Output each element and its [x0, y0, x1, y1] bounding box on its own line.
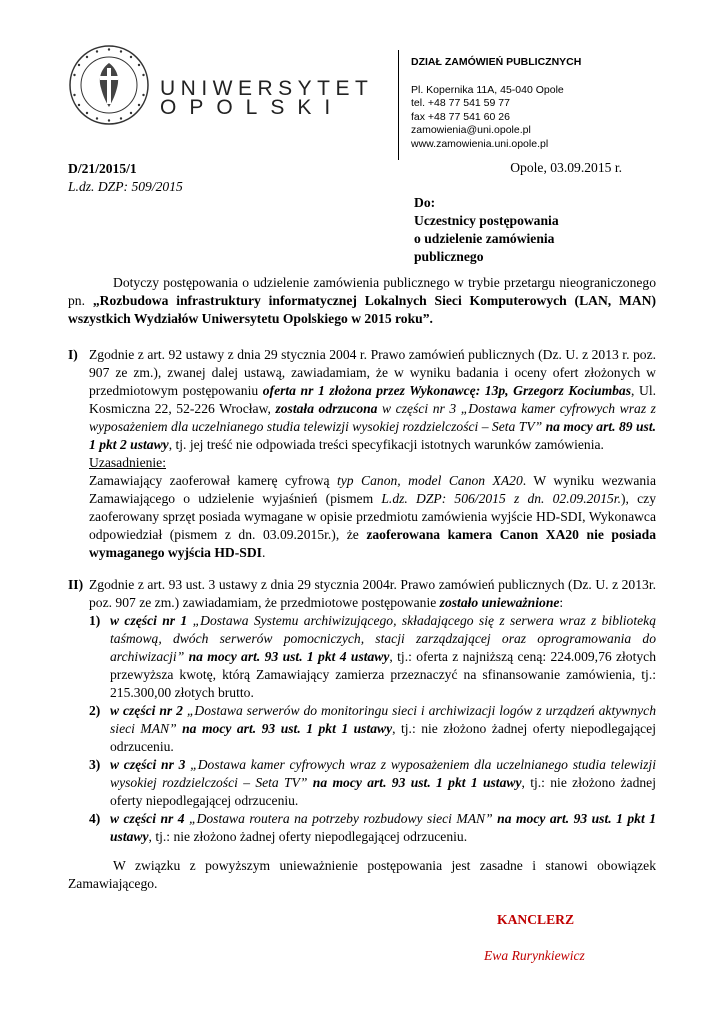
university-seal-logo — [68, 44, 150, 126]
ldz-number: L.dz. DZP: 509/2015 — [68, 179, 183, 194]
reference-number: D/21/2015/1 — [68, 161, 137, 176]
list-item: 1) w części nr 1 „Dostawa Systemu archiwizującego, składającego się z serwera wraz z biblioteką taśmową, dwóch serwerów pomocniczych, stacji zarządzającej oraz oprogramowania do archiwizacji” na mocy art. 93 ust. 1 pkt 4 ustawy, tj.: oferta z najniższą ceną: 224.009,76 złotych przewyższa kwotę, którą Zamawiający zamierza przeznaczyć na sfinansowanie zamówienia, tj.: 215.300,00 złotych brutto. — [89, 613, 657, 700]
justification-label: Uzasadnienie: — [89, 455, 166, 470]
closing-paragraph: W związku z powyższym unieważnienie postępowania jest zasadne i stanowi obowiązek Zamawiającego. — [68, 858, 656, 891]
list-item: 2) w części nr 2 „Dostawa serwerów do monitoringu sieci i archiwizacji logów z urządzeń aktywnych sieci MAN” na mocy art. 93 ust. 1 pkt 1 ustawy, tj.: nie złożono żadnej oferty niepodlegającej odrzuceniu. — [89, 703, 656, 754]
website-link[interactable]: www.zamowienia.uni.opole.pl — [411, 137, 549, 150]
logo-wordmark-line2: OPOLSKI — [160, 96, 344, 119]
logo-wordmark-line1: UNIWERSYTET — [160, 77, 374, 100]
department-name: DZIAŁ ZAMÓWIEŃ PUBLICZNYCH — [411, 56, 582, 68]
phone: tel. +48 77 541 59 77 — [411, 97, 510, 110]
recipient-block — [414, 194, 559, 266]
recipient-to: Do: — [414, 195, 436, 210]
recipient-line3: publicznego — [414, 249, 484, 264]
reference-block — [68, 160, 183, 196]
list-item: 4) w części nr 4 „Dostawa routera na potrzeby rozbudowy sieci MAN” na mocy art. 93 ust. 1 pkt 1 ustawy, tj.: nie złożono żadnej oferty niepodlegającej odrzuceniu. — [89, 811, 656, 844]
header-divider — [398, 50, 399, 160]
recipient-line1: Uczestnicy postępowania — [414, 213, 559, 228]
section-2: II) Zgodnie z art. 93 ust. 3 ustawy z dnia 29 stycznia 2004r. Prawo zamówień publicznych (Dz. U. z 2013r. poz. 907 ze zm.) zawiadamiam, że przedmiotowe postępowanie zostało unieważnione: 1) w części nr 1 „Dostawa Systemu archiwizującego, składającego się z serwera wraz z biblioteką taśmową, dwóch serwerów pomocniczych, stacji zarządzającej oraz oprogramowania do archiwizacji” na mocy art. 93 ust. 1 pkt 4 ustawy, tj.: oferta z najniższą ceną: 224.009,76 złotych przewyższa kwotę, którą Zamawiający zamierza przeznaczyć na sfinansowanie zamówienia, tj.: 215.300,00 złotych brutto. 2) w części nr 2 „Dostawa serwerów do monitoringu sieci i archiwizacji logów z urządzeń aktywnych sieci MAN” na mocy art. 93 ust. 1 pkt 1 ustawy, tj.: nie złożono żadnej oferty niepodlegającej odrzuceniu. 3) w części nr 3 „Dostawa kamer cyfrowych wraz z wyposażeniem dla uczelnianego studia telewizji wysokiej rozdzielczości – Seta TV” na mocy art. 93 ust. 1 pkt 1 ustawy, tj.: nie złożono żadnej oferty niepodlegającej odrzuceniu. 4) w części nr 4 „Dostawa routera na potrzeby rozbudowy sieci MAN” na mocy art. 93 ust. 1 pkt 1 ustawy, tj.: nie złożono żadnej oferty niepodlegającej odrzuceniu. — [68, 577, 657, 844]
list-item: 3) w części nr 3 „Dostawa kamer cyfrowych wraz z wyposażeniem dla uczelnianego studia telewizji wysokiej rozdzielczości – Seta TV” na mocy art. 93 ust. 1 pkt 1 ustawy, tj.: nie złożono żadnej oferty niepodlegającej odrzuceniu. — [89, 757, 656, 808]
procurement-title: „Rozbudowa infrastruktury informatycznej Lokalnych Sieci Komputerowych (LAN, MAN) wszystkich Wydziałów Uniwersytetu Opolskiego w 2015 roku”. — [68, 293, 656, 326]
email-link[interactable]: zamowienia@uni.opole.pl — [411, 124, 531, 137]
signature-title: KANCLERZ — [497, 912, 575, 927]
fax: fax +48 77 541 60 26 — [411, 110, 510, 123]
recipient-line2: o udzielenie zamówienia — [414, 231, 555, 246]
section-1: I) Zgodnie z art. 92 ustawy z dnia 29 stycznia 2004 r. Prawo zamówień publicznych (Dz. U. z 2013 r. poz. 907 ze zm.), zwanej dalej ustawą, zawiadamiam, że w wyniku badania i oceny ofert złożonych w przedmiotowym postępowaniu oferta nr 1 złożona przez Wykonawcę: 13p, Grzegorz Kociumbas, Ul. Kosmiczna 22, 52-226 Wrocław, została odrzucona w części nr 3 „Dostawa kamer cyfrowych wraz z wyposażeniem dla uczelnianego studia telewizji wysokiej rozdzielczości – Seta TV” na mocy art. 89 ust. 1 pkt 2 ustawy, tj. jej treść nie odpowiada treści specyfikacji istotnych warunków zamówienia. Uzasadnienie: Zamawiający zaoferował kamerę cyfrową typ Canon, model Canon XA20. W wyniku wezwania Zamawiającego o udzielenie wyjaśnień (pismem L.dz. DZP: 506/2015 z dn. 02.09.2015r.), czy zaoferowany sprzęt posiada wymagane w opisie przedmiotu zamówienia wyjście HD-SDI, Wykonawca odpowiedział (pismem z dn. 03.09.2015r.), że zaoferowana kamera Canon XA20 nie posiada wymaganego wyjścia HD-SDI. — [68, 347, 656, 560]
section-2-label: II) — [68, 577, 84, 592]
address: Pl. Kopernika 11A, 45-040 Opole — [411, 83, 564, 96]
place-date: Opole, 03.09.2015 r. — [510, 160, 622, 175]
intro-paragraph: Dotyczy postępowania o udzielenie zamówienia publicznego w trybie przetargu nieograniczonego pn. „Rozbudowa infrastruktury informatycznej Lokalnych Sieci Komputerowych (LAN, MAN) wszystkich Wydziałów Uniwersytetu Opolskiego w 2015 roku”. — [68, 275, 656, 326]
section-1-label: I) — [68, 347, 78, 362]
contact-block — [411, 56, 581, 152]
signature-name: Ewa Rurynkiewicz — [484, 948, 585, 963]
